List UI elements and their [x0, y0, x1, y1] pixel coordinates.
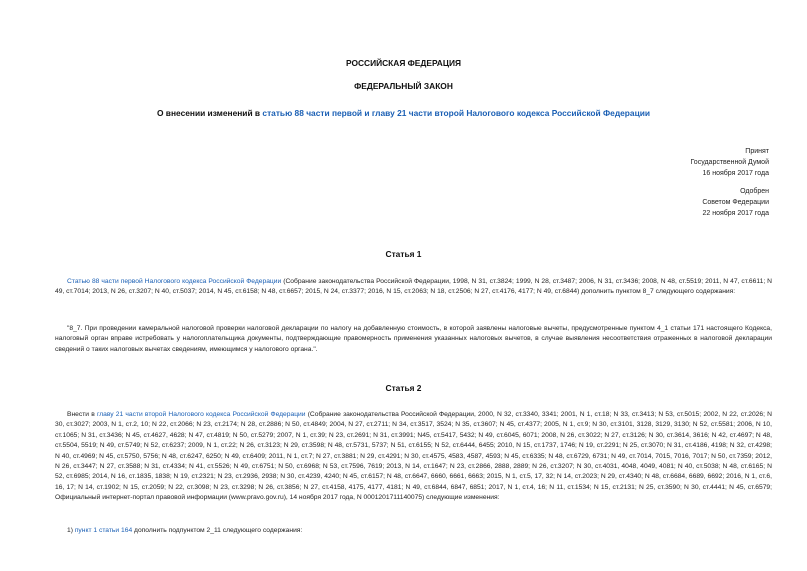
article1-text: (Собрание законодательства Российской Федерации, 1998, N 31, ст.3824; 1999, N 28, ст.3487; 2006, N 31, ст.3436; 2008, N 48, ст.5519; 2011, N 47, ст.6611; N 49, ст.7014; 2013, N 26, ст.3207; N 40, ст.5037; 2014, N 45, ст.6158; N 48, ст.6657; 2015, N 24, ст.3377; 2016, N 15, ст.2063; N 18, ст.2506; N 27, ст.4176, 4177; N 49, ст.6844) дополнить пунктом 8_7 следующего содержания:	[55, 278, 772, 296]
law-type-heading: ФЕДЕРАЛЬНЫЙ ЗАКОН	[354, 81, 453, 91]
item1-prefix: 1)	[67, 527, 75, 534]
article1-heading: Статья 1	[385, 249, 422, 259]
item1-text: дополнить подпунктом 2_11 следующего содержания:	[132, 527, 303, 534]
approved-line-1: Одобрен	[740, 188, 769, 195]
article2-heading: Статья 2	[385, 383, 422, 393]
approved-block	[702, 186, 769, 219]
article2-text: (Собрание законодательства Российской Федерации, 2000, N 32, ст.3340, 3341; 2001, N 1, ст.18; N 33, ст.3413; N 53, ст.5015; 2002, N 22, ст.2026; N 30, ст.3027; 2003, N 1, ст.2, 10; N 22, ст.2066; N 23, ст.2174; N 28, ст.2886; N 50, ст.4849; 2004, N 27, ст.2711; N 34, ст.3517, 3524; N 35, ст.3607; N 45, ст.4377; 2005, N 1, ст.9; N 30, ст.3101, 3128, 3129, 3130; N 52, ст.5581; 2006, N 10, ст.1065; N 31, ст.3436; N 45, ст.4627, 4628; N 47, ст.4819; N 50, ст.5279; 2007, N 1, ст.39; N 23, ст.2691; N 31, ст.3991; N45, ст.5417, 5432; N 49, ст.6045, 6071; 2008, N 26, ст.3022; N 27, ст.3126; N 30, ст.3614, 3616; N 42, ст.4697; N 48, ст.5504, 5519; N 49, ст.5749; N 52, ст.6237; 2009, N 1, ст.22; N 26, ст.3123; N 29, ст.3598; N 48, ст.5731, 5737; N 51, ст.6155; N 52, ст.6444, 6455; 2010, N 15, ст.1737, 1746; N 19, ст.2291; N 25, ст.3070; N 31, ст.4186, 4198; N 32, ст.4298; N 40, ст.4969; N 45, ст.5750, 5756; N 48, ст.6247, 6250; N 49, ст.6409; 2011, N 1, ст.7; N 27, ст.3881; N 29, ст.4291; N 30, ст.4575, 4583, 4587, 4593; N 45, ст.6335; N 48, ст.6729, 6731; N 49, ст.7014, 7015, 7016, 7017; N 50, ст.7359; 2012, N 26, ст.3447; N 27, ст.3588; N 31, ст.4334; N 41, ст.5526; N 49, ст.6751; N 50, ст.6968; N 53, ст.7596, 7619; 2013, N 14, ст.1647; N 23, ст.2866, 2888, 2889; N 26, ст.3207; N 30, ст.4031, 4048, 4049, 4081; N 40, ст.5038; N 48, ст.6165; N 52, ст.6985; 2014, N 16, ст.1835, 1838; N 19, ст.2321; N 23, ст.2936, 2938; N 30, ст.4239, 4240; N 45, ст.6157; N 48, ст.6647, 6660, 6661, 6663; 2015, N 1, ст.5, 17, 32; N 14, ст.2023; N 29, ст.4340; N 48, ст.6684, 6689, 6692; 2016, N 1, ст.6, 16, 17; N 14, ст.1902; N 15, ст.2059; N 22, ст.3098; N 23, ст.3298; N 26, ст.3856; N 27, ст.4158, 4175, 4177, 4181; N 49, ст.6844, 6847, 6851; 2017, N 1, ст.4, 16; N 11, ст.1534; N 15, ст.2131; N 25, ст.3590; N 30, ст.4441; N 45, ст.6579; Официальный интернет-портал правовой информации (www.pravo.gov.ru), 14 ноября 2017 года, N 0001201711140075) следующие изменения:	[55, 411, 772, 502]
law-title-link[interactable]: статью 88 части первой и главу 21 части второй Налогового кодекса Российской Федерации	[262, 108, 651, 118]
country-heading: РОССИЙСКАЯ ФЕДЕРАЦИЯ	[345, 58, 462, 68]
item1-link[interactable]: пункт 1 статьи 164	[74, 527, 133, 534]
article1-quote: "8_7. При проведении камеральной налоговой проверки налоговой декларации по налогу на добавленную стоимость, в которой заявлены налоговые вычеты, предусмотренные пунктом 4_1 статьи 171 настоящего Кодекса, налоговый орган вправе истребовать у налогоплательщика документы, подтверждающие правомерность применения указанных налоговых вычетов, в случае выявления несоответствия отраженных в налоговой декларации сведений о таких налоговых вычетах сведениям, имеющимся у налогового органа.".	[55, 325, 772, 353]
article2-link[interactable]: главу 21 части второй Налогового кодекса Российской Федерации	[96, 411, 306, 418]
approved-line-3: 22 ноября 2017 года	[702, 210, 769, 217]
law-title-prefix: О внесении изменений в	[156, 108, 263, 118]
accepted-block	[690, 146, 769, 179]
accepted-line-3: 16 ноября 2017 года	[702, 170, 769, 177]
approved-line-2: Советом Федерации	[702, 199, 769, 206]
article2-intro: Внести в	[67, 411, 97, 418]
accepted-line-2: Государственной Думой	[690, 159, 769, 166]
article1-link[interactable]: Статью 88 части первой Налогового кодекса Российской Федерации	[67, 278, 282, 285]
law-title	[0, 108, 807, 118]
article2-item1	[55, 526, 772, 536]
accepted-line-1: Принят	[745, 148, 769, 155]
article2-paragraph	[55, 410, 772, 504]
article1-paragraph	[55, 277, 772, 298]
